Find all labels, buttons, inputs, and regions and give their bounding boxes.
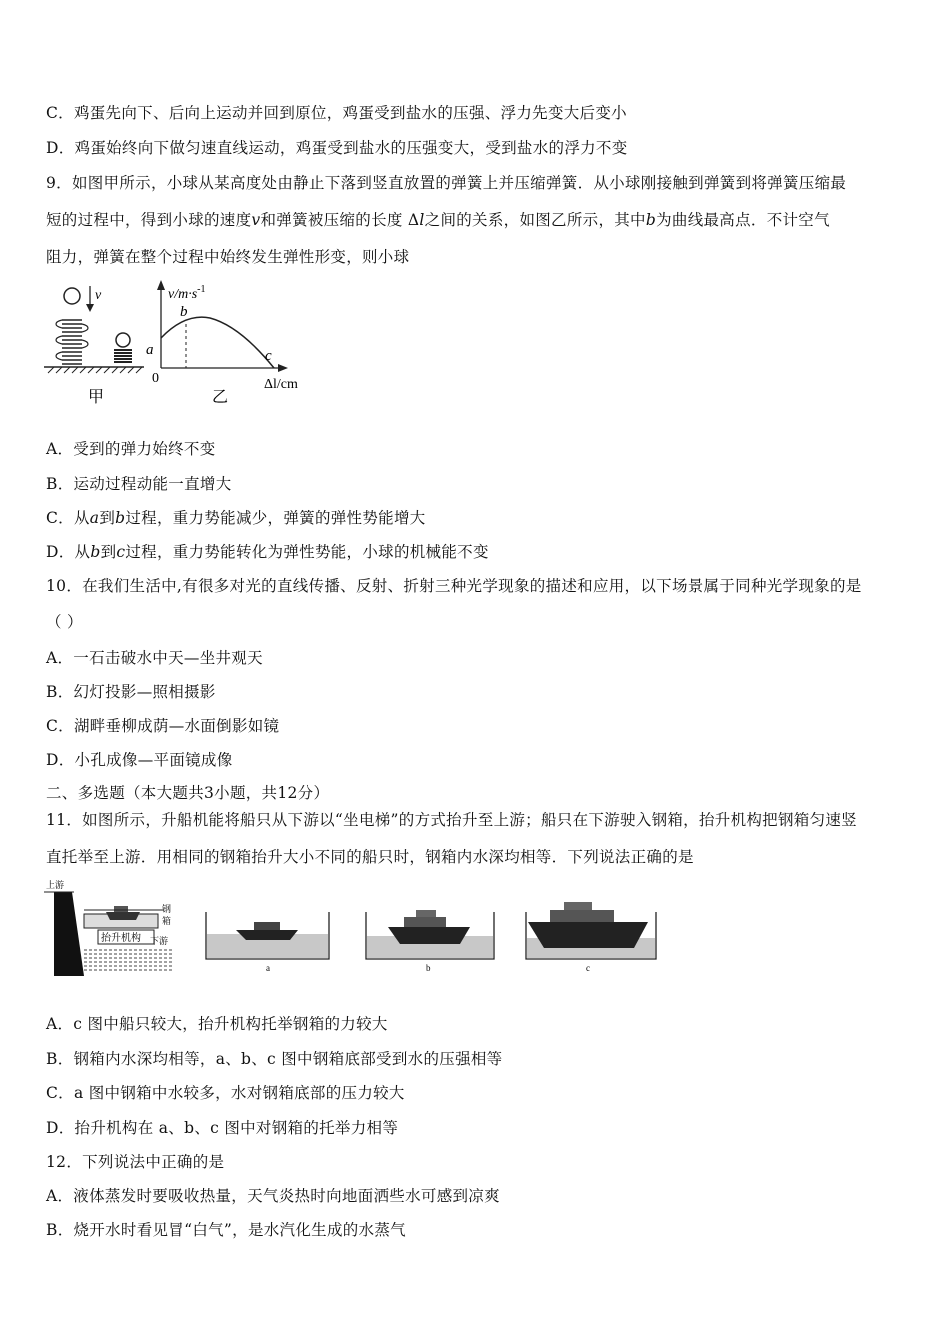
label-box-2: 箱 xyxy=(162,916,172,926)
q9-option-c: C．从a到b过程，重力势能减少，弹簧的弹性势能增大 xyxy=(46,509,426,527)
point-b-label: b xyxy=(180,304,188,320)
q11-figure xyxy=(44,874,660,978)
origin-label: 0 xyxy=(152,371,159,386)
label-upstream: 上游 xyxy=(46,880,65,890)
q9-option-d: D．从b到c过程，重力势能转化为弹性势能，小球的机械能不变 xyxy=(46,543,489,561)
q11-stem-line2: 直托举至上游．用相同的钢箱抬升大小不同的船只时，钢箱内水深均相等．下列说法正确的是 xyxy=(46,848,694,866)
q10-stem-line2: （ ） xyxy=(46,613,83,631)
q11-option-a: A．c 图中船只较大，抬升机构托举钢箱的力较大 xyxy=(46,1015,388,1033)
q10-option-d: D．小孔成像—平面镜成像 xyxy=(46,751,233,769)
caption-jia: 甲 xyxy=(88,389,105,406)
box-c xyxy=(526,902,656,973)
q12-option-a: A．液体蒸发时要吸收热量，天气炎热时向地面洒些水可感到凉爽 xyxy=(46,1187,500,1205)
label-downstream: 下游 xyxy=(150,936,169,946)
spring-tall-icon xyxy=(62,320,82,364)
fig-yi xyxy=(146,280,298,406)
label-a: a xyxy=(266,963,270,973)
x-axis-label: Δl/cm xyxy=(264,377,298,392)
section-heading: 二、多选题（本大题共3小题，共12分） xyxy=(46,784,330,802)
label-b: b xyxy=(426,963,431,973)
q10-option-a: A．一石击破水中天—坐井观天 xyxy=(46,649,263,667)
q12-option-b: B．烧开水时看见冒“白气”，是水汽化生成的水蒸气 xyxy=(46,1221,406,1239)
box-b xyxy=(366,910,494,973)
point-a-label: a xyxy=(146,342,154,358)
box-a xyxy=(206,912,329,973)
q8-option-c: C．鸡蛋先向下、后向上运动并回到原位，鸡蛋受到盐水的压强、浮力先变大后变小 xyxy=(46,104,627,122)
ground-hatch xyxy=(48,367,142,373)
ship-small-icon xyxy=(106,912,140,920)
velocity-arrowhead xyxy=(86,304,94,312)
label-v: v xyxy=(95,288,102,303)
y-axis-arrow xyxy=(157,280,165,290)
q9-option-b: B．运动过程动能一直增大 xyxy=(46,475,232,493)
velocity-curve xyxy=(161,317,274,368)
q12-stem: 12．下列说法中正确的是 xyxy=(46,1153,225,1171)
label-c: c xyxy=(586,963,590,973)
label-box-1: 钢 xyxy=(162,904,172,914)
spring-compressed-icon xyxy=(114,350,132,362)
dam-wall xyxy=(54,892,84,976)
point-c-label: c xyxy=(265,348,272,364)
q10-stem-line1: 10．在我们生活中,有很多对光的直线传播、反射、折射三种光学现象的描述和应用，以下场景属于同种光学现象的是 xyxy=(46,577,862,595)
downstream-water xyxy=(84,950,174,970)
q9-stem-line3: 阻力，弹簧在整个过程中始终发生弹性形变，则小球 xyxy=(46,248,410,266)
ship-lift-overview xyxy=(44,879,174,976)
y-axis-label: $v/m\cdot s^{-1}$ xyxy=(168,284,206,302)
q9-option-a: A．受到的弹力始终不变 xyxy=(46,440,216,458)
ship-c-icon xyxy=(528,922,648,948)
q8-option-d: D．鸡蛋始终向下做匀速直线运动，鸡蛋受到盐水的压强变大，受到盐水的浮力不变 xyxy=(46,139,628,157)
ball-compressed-icon xyxy=(116,333,130,347)
ball-icon xyxy=(64,288,80,304)
ship-b-icon xyxy=(388,927,470,944)
x-axis-arrow xyxy=(278,364,288,372)
q11-stem-line1: 11．如图所示，升船机能将船只从下游以“坐电梯”的方式抬升至上游；船只在下游驶入钢箱，抬升机构把钢箱匀速竖 xyxy=(46,811,857,829)
caption-yi: 乙 xyxy=(212,389,229,406)
q10-option-c: C．湖畔垂柳成荫—水面倒影如镜 xyxy=(46,717,280,735)
label-lift: 抬升机构 xyxy=(101,933,141,944)
q11-option-b: B．钢箱内水深均相等，a、b、c 图中钢箱底部受到水的压强相等 xyxy=(46,1050,503,1068)
q9-figure xyxy=(40,278,330,413)
q10-option-b: B．幻灯投影—照相摄影 xyxy=(46,683,216,701)
q11-option-c: C．a 图中钢箱中水较多，水对钢箱底部的压力较大 xyxy=(46,1084,405,1102)
q11-option-d: D．抬升机构在 a、b、c 图中对钢箱的托举力相等 xyxy=(46,1119,399,1137)
q9-stem-line2: 短的过程中，得到小球的速度v和弹簧被压缩的长度 Δl之间的关系，如图乙所示，其中b为曲线最高点．不计空气 xyxy=(46,211,830,229)
fig-jia xyxy=(44,286,144,406)
ship-a-icon xyxy=(236,930,298,940)
q9-stem-line1: 9．如图甲所示，小球从某高度处由静止下落到竖直放置的弹簧上并压缩弹簧．从小球刚接触到弹簧到将弹簧压缩最 xyxy=(46,174,847,192)
